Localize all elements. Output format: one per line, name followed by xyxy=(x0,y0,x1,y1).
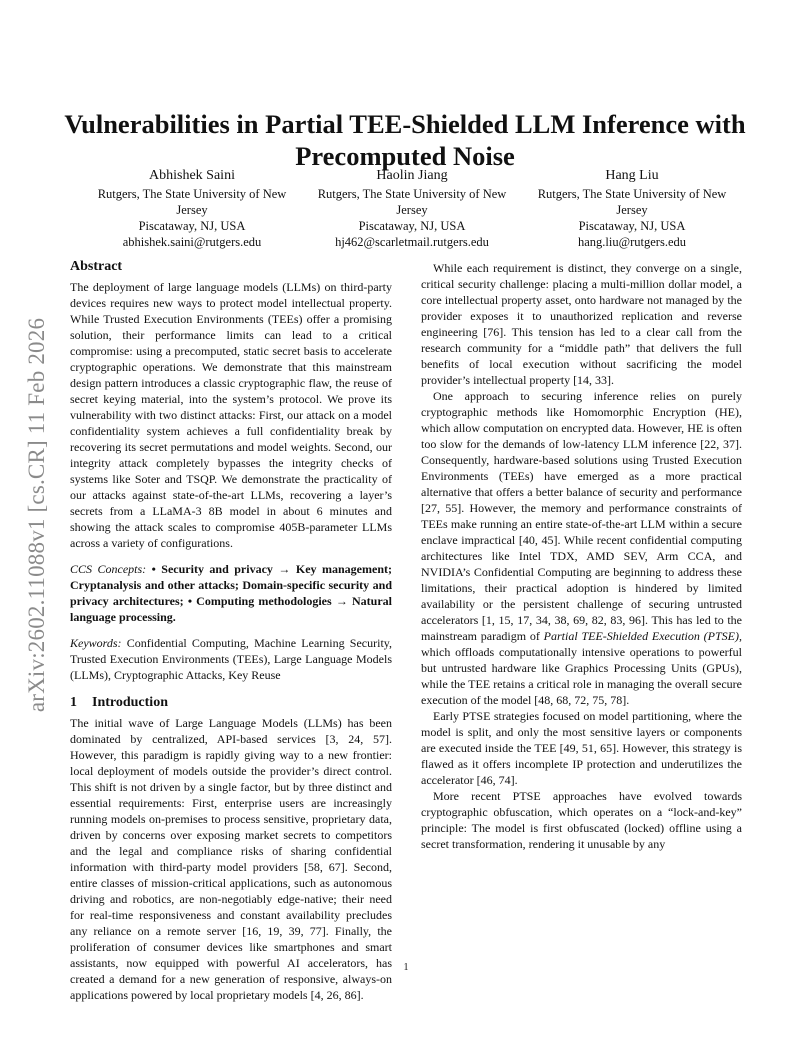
keywords xyxy=(70,635,392,683)
arxiv-stamp xyxy=(22,295,52,735)
page-number: 1 xyxy=(403,962,409,973)
author-name: Hang Liu xyxy=(605,168,659,183)
section-title: Introduction xyxy=(92,695,168,710)
intro-paragraph-5: More recent PTSE approaches have evolved towards cryptographic obfuscation, which operates on a “lock-and-key” principle: The model is first obfuscated (locked) offline using a secret transformation, rendering it unusable by any xyxy=(421,789,742,851)
ccs-text: • Security and privacy → Key management; Cryptanalysis and other attacks; Domain-specific security and privacy architectures; • Computing methodologies → Natural language processing. xyxy=(70,562,392,624)
author-affiliation: Rutgers, The State University of New Jersey xyxy=(537,187,727,217)
author-email: hang.liu@rutgers.edu xyxy=(577,235,686,249)
author-name: Abhishek Saini xyxy=(149,168,235,183)
author-name: Haolin Jiang xyxy=(376,168,448,183)
author-email: hj462@scarletmail.rutgers.edu xyxy=(335,235,489,249)
intro-paragraph-2: While each requirement is distinct, they converge on a single, critical security challenge: placing a multi-million dollar model, a core intellectual property asset, onto hardware not managed by the provider exposes it to unauthorized replication and reverse engineering [76]. This tension has led to a clear call from the research community for a “middle path” that delivers the full benefits of local execution without sacrificing the model provider’s intellectual property [14, 33]. xyxy=(421,261,742,387)
author-location: Piscataway, NJ, USA xyxy=(138,219,246,233)
author-block xyxy=(82,167,742,250)
author-1 xyxy=(82,167,302,250)
ccs-concepts xyxy=(70,561,392,625)
intro-paragraph-3a: One approach to securing inference relies on purely cryptographic methods like Homomorphic Encryption (HE), which allow computation on encrypted data. However, HE is often too slow for the demands of low-latency LLM inference [22, 37]. Consequently, hardware-based solutions using Trusted Execution Environments (TEEs) have emerged as a more practical alternative that offers a better balance of security and performance [27, 55]. However, the memory and performance constraints of TEEs make running an entire state-of-the-art LLM within a secure enclave impractical [40, 45]. While recent confidential computing architectures like Intel TDX, AMD SEV, Arm CCA, and NVIDIA’s Confidential Computing are beginning to address these limitations, their practical adoption is hindered by limited availability or the persistent challenge of securing untrusted accelerators [1, 15, 17, 34, 38, 69, 82, 83, 96]. This has led to the mainstream paradigm of xyxy=(421,389,742,643)
section-heading xyxy=(70,695,392,711)
author-location: Piscataway, NJ, USA xyxy=(358,219,466,233)
right-column xyxy=(421,260,742,852)
keywords-text: Confidential Computing, Machine Learning Security, Trusted Execution Environments (TEEs), Large Language Models (LLMs), Cryptographic Attacks, Key Reuse xyxy=(70,636,392,682)
paper-title: Vulnerabilities in Partial TEE-Shielded LLM Inference with Precomputed Noise xyxy=(64,108,746,171)
intro-paragraph-1: The initial wave of Large Language Models (LLMs) has been dominated by centralized, API-based services [3, 24, 57]. However, this paradigm is rapidly giving way to a new frontier: local deployment of models outside the provider’s direct control. This shift is not driven by a single factor, but by three distinct and essential requirements: First, enterprise users are increasingly running models on-premises to process sensitive, proprietary data, driven by concerns over exposing market secrets to competitors and the legal and compliance risks of sharing confidential information with third-party model providers [58, 67]. Second, entire classes of mission-critical applications, such as autonomous driving and robotics, are non-negotiably edge-native; their need for real-time responsiveness and constant availability precludes any reliance on a remote server [16, 19, 39, 77]. Finally, the proliferation of consumer devices like smartphones and smart assistants, now equipped with powerful AI accelerators, has created a demand for a new generation of responsive, always-on applications powered by local proprietary models [4, 26, 86]. xyxy=(70,716,392,1002)
abstract-text: The deployment of large language models (LLMs) on third-party devices requires new ways to protect model intellectual property. While Trusted Execution Environments (TEEs) offer a promising solution, their performance limits can lead to a critical compromise: using a precomputed, static secret basis to accelerate cryptographic operations. We demonstrate that this mainstream design pattern introduces a classic cryptographic flaw, the reuse of secret keying material, into the system’s protocol. We prove its vulnerability with two distinct attacks: First, our attack on a model confidentiality system achieves a full confidentiality break by recovering its secret permutations and model weights. Second, our integrity attack completely bypasses the integrity checks of systems like Soter and TSQP. We demonstrate the practicality of our attacks against state-of-the-art LLMs, recovering a layer’s secrets from a LLaMA-3 8B model in about 6 minutes and showing the attack scales to compromise 405B-parameter LLMs across a variety of configurations. xyxy=(70,280,392,550)
author-affiliation: Rutgers, The State University of New Jersey xyxy=(97,187,287,217)
author-3 xyxy=(522,167,742,250)
intro-paragraph-3b: , which offloads computationally intensive operations to powerful but untrusted hardware like Graphics Processing Units (GPUs), while the TEE retains a critical role in managing the overall secure execution of the model [48, 68, 72, 75, 78]. xyxy=(421,629,742,707)
author-2 xyxy=(302,167,522,250)
left-column xyxy=(70,259,392,1003)
ptse-term: Partial TEE-Shielded Execution (PTSE) xyxy=(543,629,739,643)
author-email: abhishek.saini@rutgers.edu xyxy=(122,235,262,249)
author-affiliation: Rutgers, The State University of New Jersey xyxy=(317,187,507,217)
section-number: 1 xyxy=(70,695,77,710)
abstract-heading: Abstract xyxy=(70,259,123,274)
intro-paragraph-3 xyxy=(421,388,742,708)
arxiv-identifier: arXiv:2602.11088v1 [cs.CR] 11 Feb 2026 xyxy=(24,317,49,713)
keywords-label: Keywords: xyxy=(70,636,122,650)
intro-paragraph-4: Early PTSE strategies focused on model partitioning, where the model is split, and only the most sensitive layers or components are executed inside the TEE [49, 51, 65]. However, this strategy is flawed as it offers incomplete IP protection and underutilizes the accelerator [46, 74]. xyxy=(421,709,742,787)
author-location: Piscataway, NJ, USA xyxy=(578,219,686,233)
ccs-label: CCS Concepts: xyxy=(70,562,147,576)
